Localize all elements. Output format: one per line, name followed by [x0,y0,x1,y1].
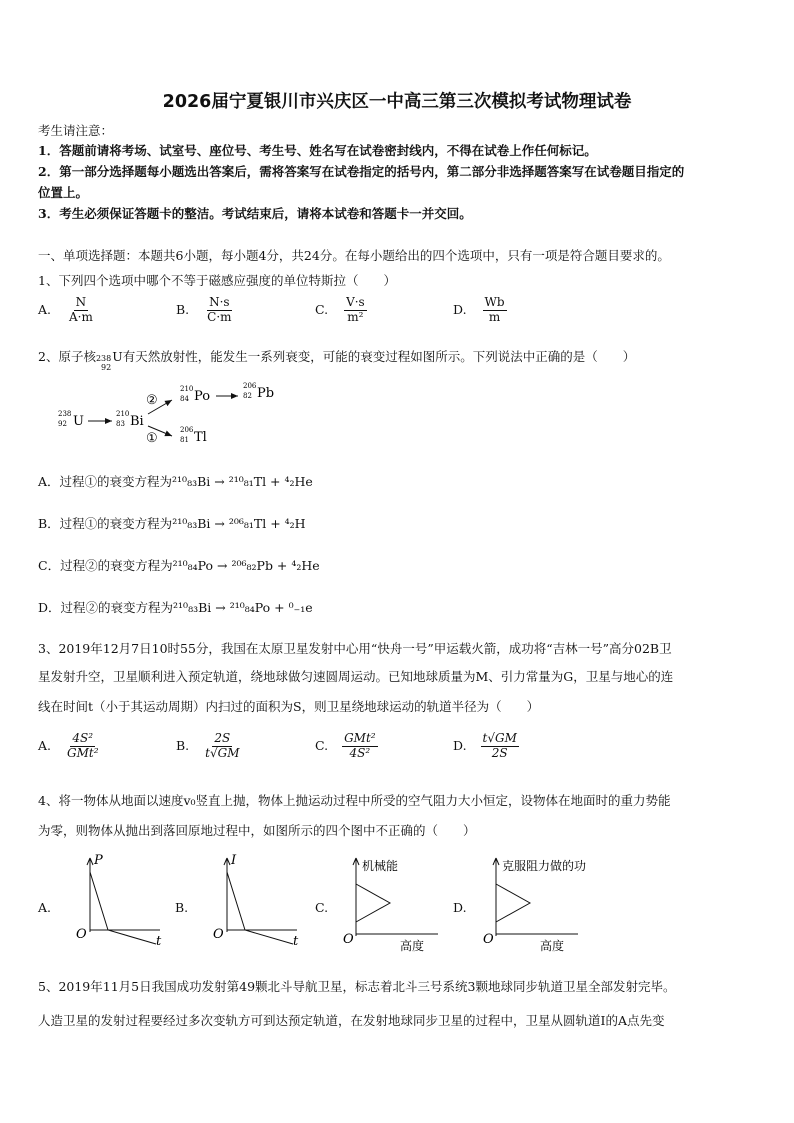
notice-item: 2．第一部分选择题每小题选出答案后，需将答案写在试卷指定的括号内，第二部分非选择题答案写在试卷题目指定的 [38,164,685,179]
question-4-line: 为零，则物体从抛出到落回原地过程中，如图所示的四个图中不正确的（ ） [38,823,476,838]
po-symbol: Po [194,389,211,404]
notice-item: 1．答题前请将考场、试室号、座位号、考生号、姓名写在试卷密封线内，不得在试卷上作任何标记。 [38,143,597,158]
graph-a-xlabel: t [156,934,162,949]
q4-graph-b [205,850,315,950]
q4-option-d-label[interactable]: D. [453,900,467,915]
bi-symbol: Bi [130,414,144,429]
question-4-line: 4、将一物体从地面以速度v₀竖直上抛，物体上抛运动过程中所受的空气阻力大小恒定，设物体在地面时的重力势能 [38,793,671,808]
path-2-label: ② [146,393,158,408]
q2-option-c[interactable]: C．过程②的衰变方程为²¹⁰₈₄Po → ²⁰⁶₈₂Pb + ⁴₂He [38,558,320,573]
notice-heading: 考生请注意： [38,123,114,138]
graph-d-curve [496,884,530,922]
tl-mass: 206 [180,426,194,434]
graph-c-curve [356,884,390,922]
question-3-line: 线在时间t（小于其运动周期）内扫过的面积为S，则卫星绕地球运动的轨道半径为（ ） [38,699,540,714]
question-5-line: 5、2019年11月5日我国成功发射第49颗北斗导航卫星，标志着北斗三号系统3颗地球同步轨道卫星全部发射完毕。 [38,979,676,994]
question-3-line: 3、2019年12月7日10时55分，我国在太原卫星发射中心用“快舟一号”甲运载火箭，成功将“吉林一号”高分02B卫 [38,641,672,656]
po-z: 84 [180,395,189,403]
graph-b-ylabel: I [231,853,237,868]
graph-a-origin: O [76,927,87,942]
u-z: 92 [58,420,67,428]
q4-graph-c [338,850,458,955]
graph-c-ylabel: 机械能 [362,859,399,873]
graph-d-xlabel: 高度 [540,939,565,953]
bi-mass: 210 [116,410,130,418]
q3-option-a[interactable]: A. $\frac{\text{4S²}}{\text{GMt²}}$ [38,731,99,760]
question-5-line: 人造卫星的发射过程要经过多次变轨方可到达预定轨道，在发射地球同步卫星的过程中，卫星从圆轨道Ⅰ的A点先变 [38,1013,665,1028]
path-1-label: ① [146,431,158,446]
graph-c-xlabel: 高度 [400,939,425,953]
pb-symbol: Pb [257,386,275,401]
q2-option-a[interactable]: A．过程①的衰变方程为²¹⁰₈₃Bi → ²¹⁰₈₁Tl + ⁴₂He [38,474,313,489]
question-3-line: 星发射升空，卫星顺利进入预定轨道，绕地球做匀速圆周运动。已知地球质量为M、引力常量为G，卫星与地心的连 [38,669,674,684]
q4-option-c-label[interactable]: C. [315,900,329,915]
graph-b-origin: O [213,927,224,942]
page-title: 2026届宁夏银川市兴庆区一中高三第三次模拟考试物理试卷 [162,92,632,112]
section-heading: 一、单项选择题：本题共6小题，每小题4分，共24分。在每小题给出的四个选项中，只有一项是符合题目要求的。 [38,248,670,263]
q2-option-d[interactable]: D．过程②的衰变方程为²¹⁰₈₃Bi → ²¹⁰₈₄Po + ⁰₋₁e [38,600,313,615]
q1-option-b[interactable]: B. $\frac{N\cdot s}{C\cdot m}$ [176,295,232,324]
graph-a-curve [90,872,156,944]
decay-diagram [50,378,310,453]
tl-symbol: Tl [194,430,207,445]
q3-option-d[interactable]: D. $\frac{t√GM}{2S}$ [453,731,517,760]
q4-option-a-label[interactable]: A. [38,900,52,915]
u-symbol: U [73,414,84,429]
graph-a-ylabel: P [94,853,103,868]
q3-option-b[interactable]: B. $\frac{2S}{t√GM}$ [176,731,240,760]
tl-z: 81 [180,436,189,444]
q4-graph-a [68,850,178,950]
q1-option-c[interactable]: C. $\frac{V\cdot s}{\text{m²}}$ [315,295,365,324]
q1-option-a[interactable]: A. $\frac{N}{A\cdot m}$ [38,295,93,324]
graph-d-origin: O [483,932,494,947]
bi-z: 83 [116,420,125,428]
q3-option-c[interactable]: C. $\frac{\text{GMt²}}{\text{4S²}}$ [315,731,376,760]
notice-item: 3．考生必须保证答题卡的整洁。考试结束后，请将本试卷和答题卡一并交回。 [38,206,472,221]
graph-c-origin: O [343,932,354,947]
question-1-stem: 1、下列四个选项中哪个不等于磁感应强度的单位特斯拉（ ） [38,273,396,288]
pb-z: 82 [243,392,252,400]
po-mass: 210 [180,385,194,393]
q2-option-b[interactable]: B．过程①的衰变方程为²¹⁰₈₃Bi → ²⁰⁶₈₁Tl + ⁴₂H [38,516,306,531]
graph-b-curve [227,872,293,944]
question-2-stem: 2、原子核 238 92 U有天然放射性，能发生一系列衰变，可能的衰变过程如图所示。下列说法中正确的是（ ） [38,349,636,372]
q1-option-d[interactable]: D. $\frac{Wb}{m}$ [453,295,505,324]
q4-graph-d [478,850,638,955]
graph-d-ylabel: 克服阻力做的功 [502,859,587,873]
graph-b-xlabel: t [293,934,299,949]
u-mass: 238 [58,410,72,418]
q4-option-b-label[interactable]: B. [175,900,189,915]
pb-mass: 206 [243,382,257,390]
notice-item: 位置上。 [38,185,89,200]
